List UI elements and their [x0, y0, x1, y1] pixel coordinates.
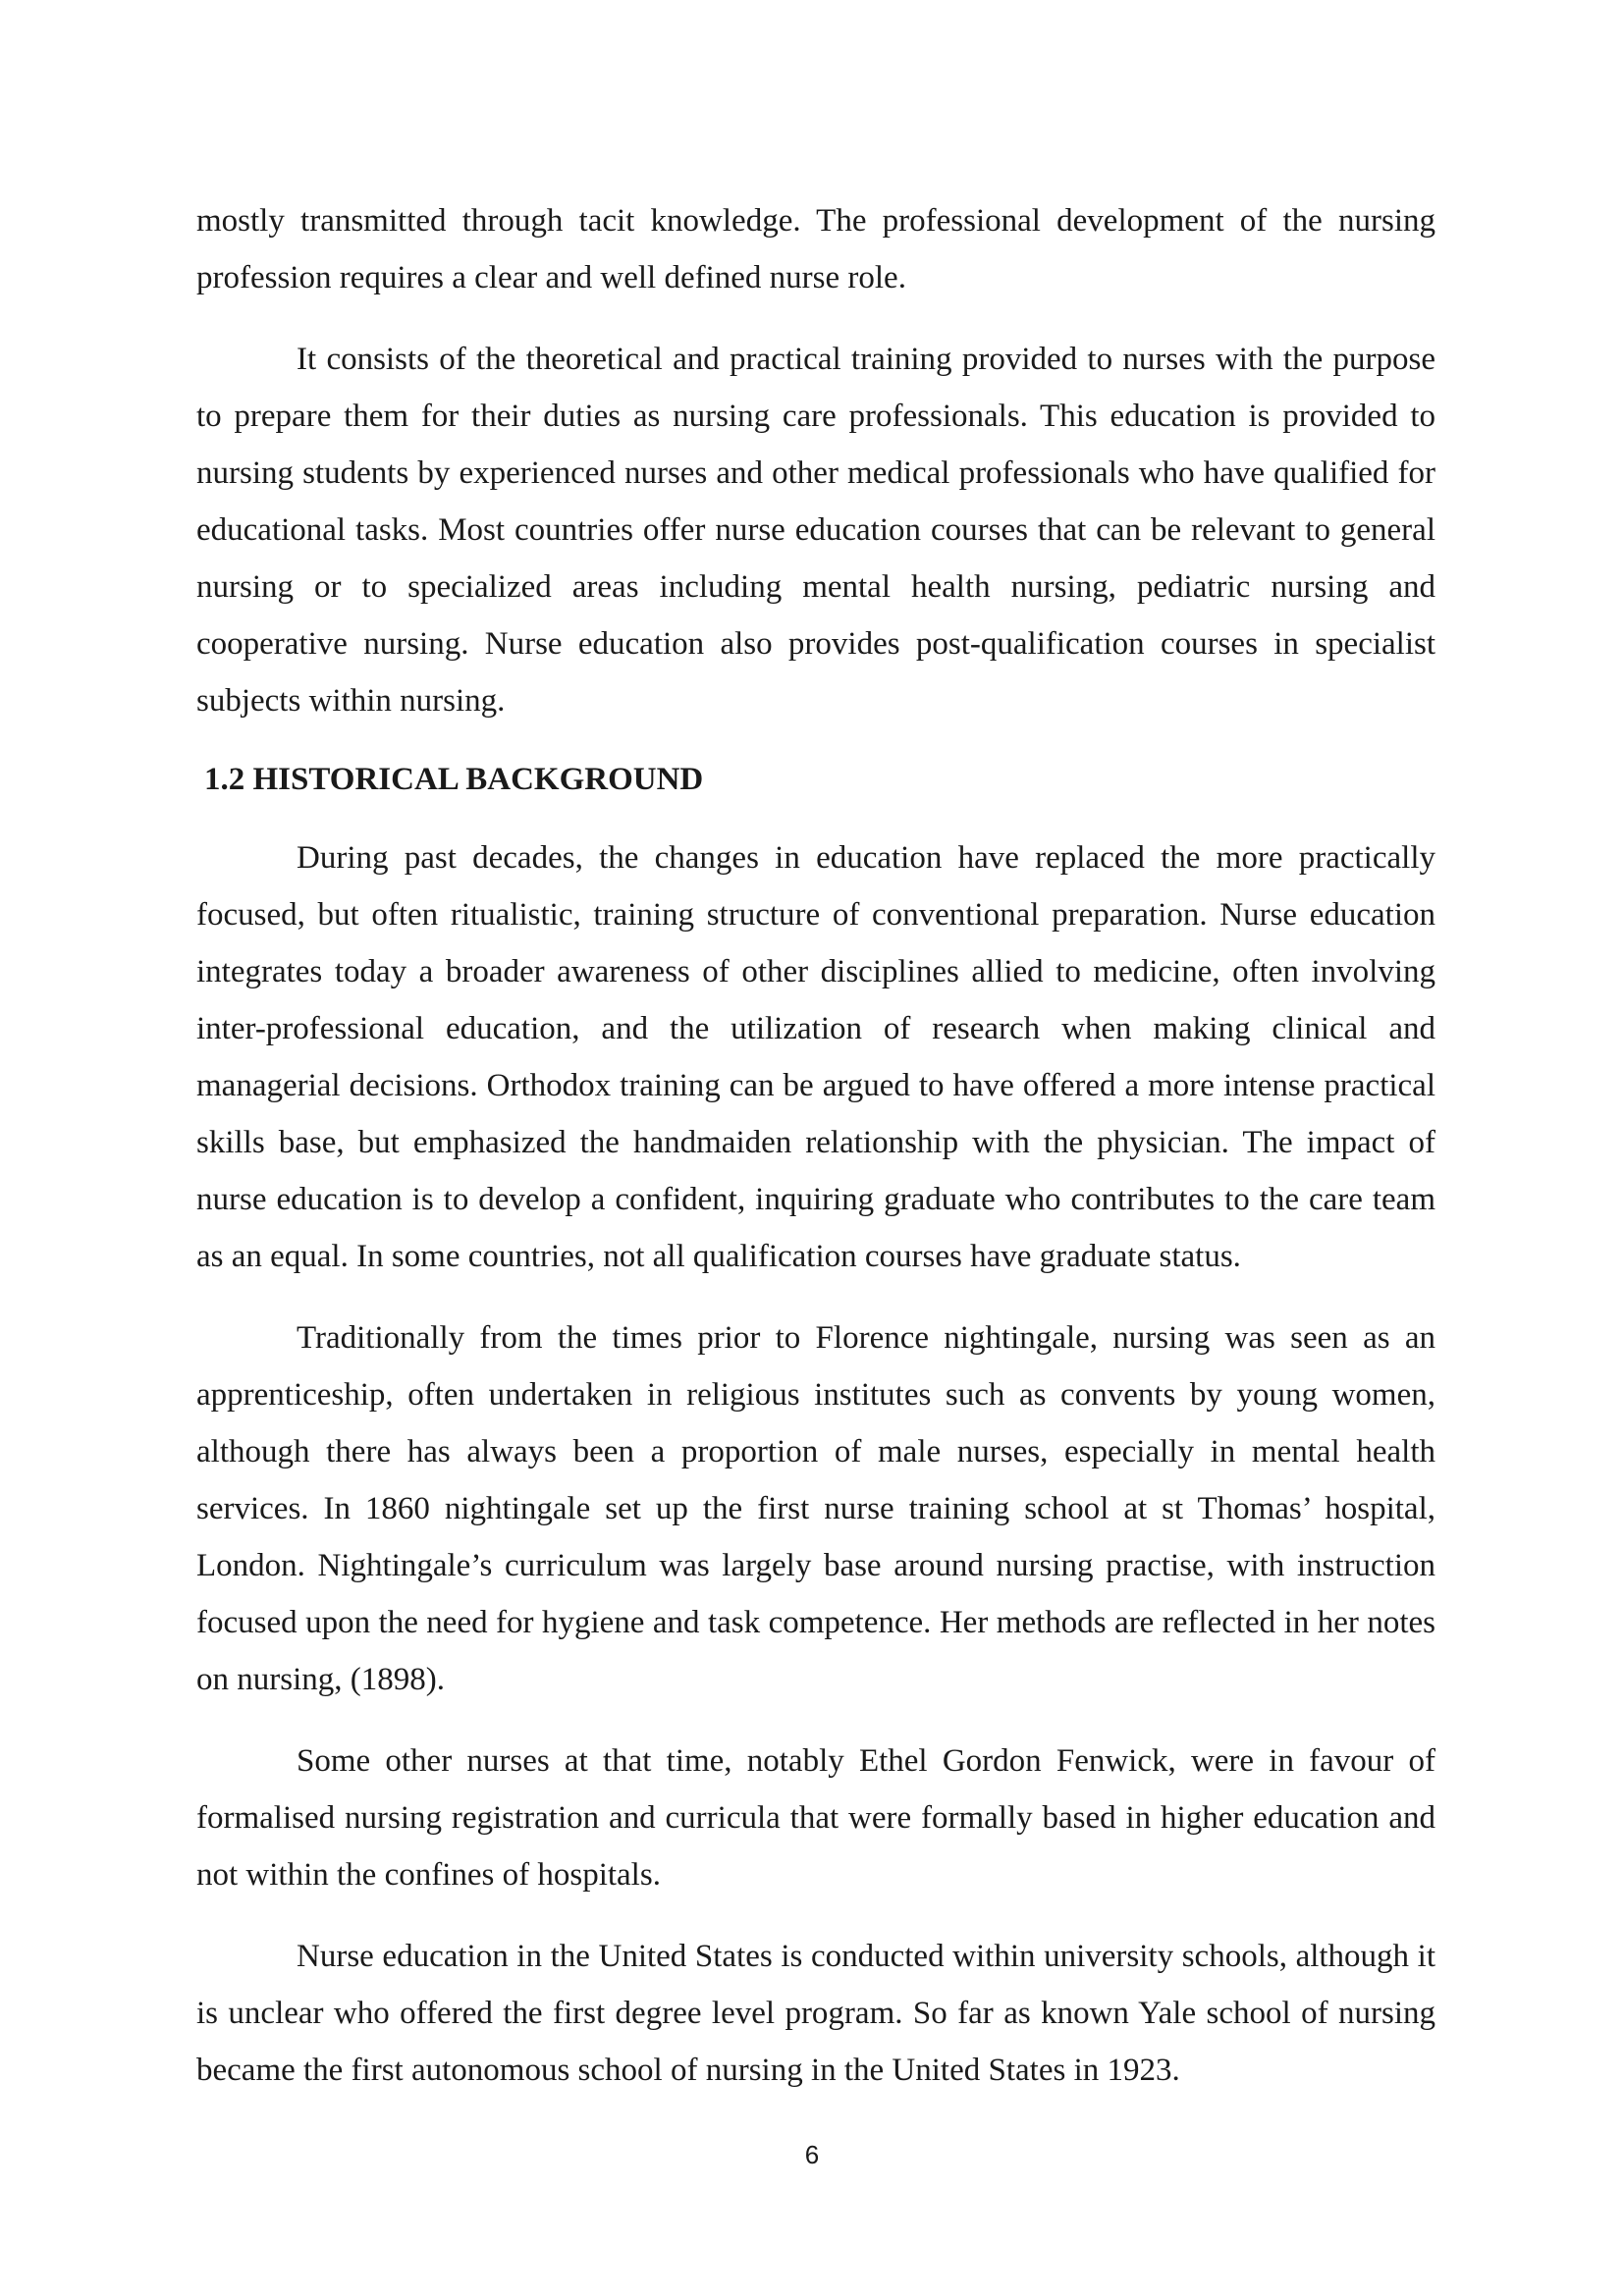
document-page: [196, 192, 1435, 2099]
paragraph-united-states: Nurse education in the United States is conducted within university schools, although it is unclear who offered the first degree level program. So far as known Yale school of nursing became the first autonomous school of nursing in the United States in 1923.: [196, 1939, 1435, 2088]
paragraph-nurse-education-definition: It consists of the theoretical and practical training provided to nurses with the purpose to prepare them for their duties as nursing care professionals. This education is provided to nursing students by experienced nurses and other medical professionals who have qualified for educational tasks. Most countries offer nurse education courses that can be relevant to general nursing or to specialized areas including mental health nursing, pediatric nursing and cooperative nursing. Nurse education also provides post-qualification courses in specialist subjects within nursing.: [196, 342, 1435, 719]
paragraph-past-decades: During past decades, the changes in education have replaced the more practically focused, but often ritualistic, training structure of conventional preparation. Nurse education integrates today a broader awareness of other disciplines allied to medicine, often involving inter-professional education, and the utilization of research when making clinical and managerial decisions. Orthodox training can be argued to have offered a more intense practical skills base, but emphasized the handmaiden relationship with the physician. The impact of nurse education is to develop a confident, inquiring graduate who contributes to the care team as an equal. In some countries, not all qualification courses have graduate status.: [196, 840, 1435, 1274]
paragraph-fenwick: Some other nurses at that time, notably Ethel Gordon Fenwick, were in favour of formalised nursing registration and curricula that were formally based in higher education and not within the confines of hospitals.: [196, 1743, 1435, 1893]
paragraph-continuation: mostly transmitted through tacit knowledge. The professional development of the nursing profession requires a clear and well defined nurse role.: [196, 203, 1435, 295]
page-number: 6: [804, 2140, 820, 2169]
section-heading: 1.2 HISTORICAL BACKGROUND: [204, 762, 704, 797]
paragraph-nightingale: Traditionally from the times prior to Florence nightingale, nursing was seen as an apprenticeship, often undertaken in religious institutes such as convents by young women, although there has always been a proportion of male nurses, especially in mental health services. In 1860 nightingale set up the first nurse training school at st Thomas’ hospital, London. Nightingale’s curriculum was largely base around nursing practise, with instruction focused upon the need for hygiene and task competence. Her methods are reflected in her notes on nursing, (1898).: [196, 1320, 1435, 1697]
